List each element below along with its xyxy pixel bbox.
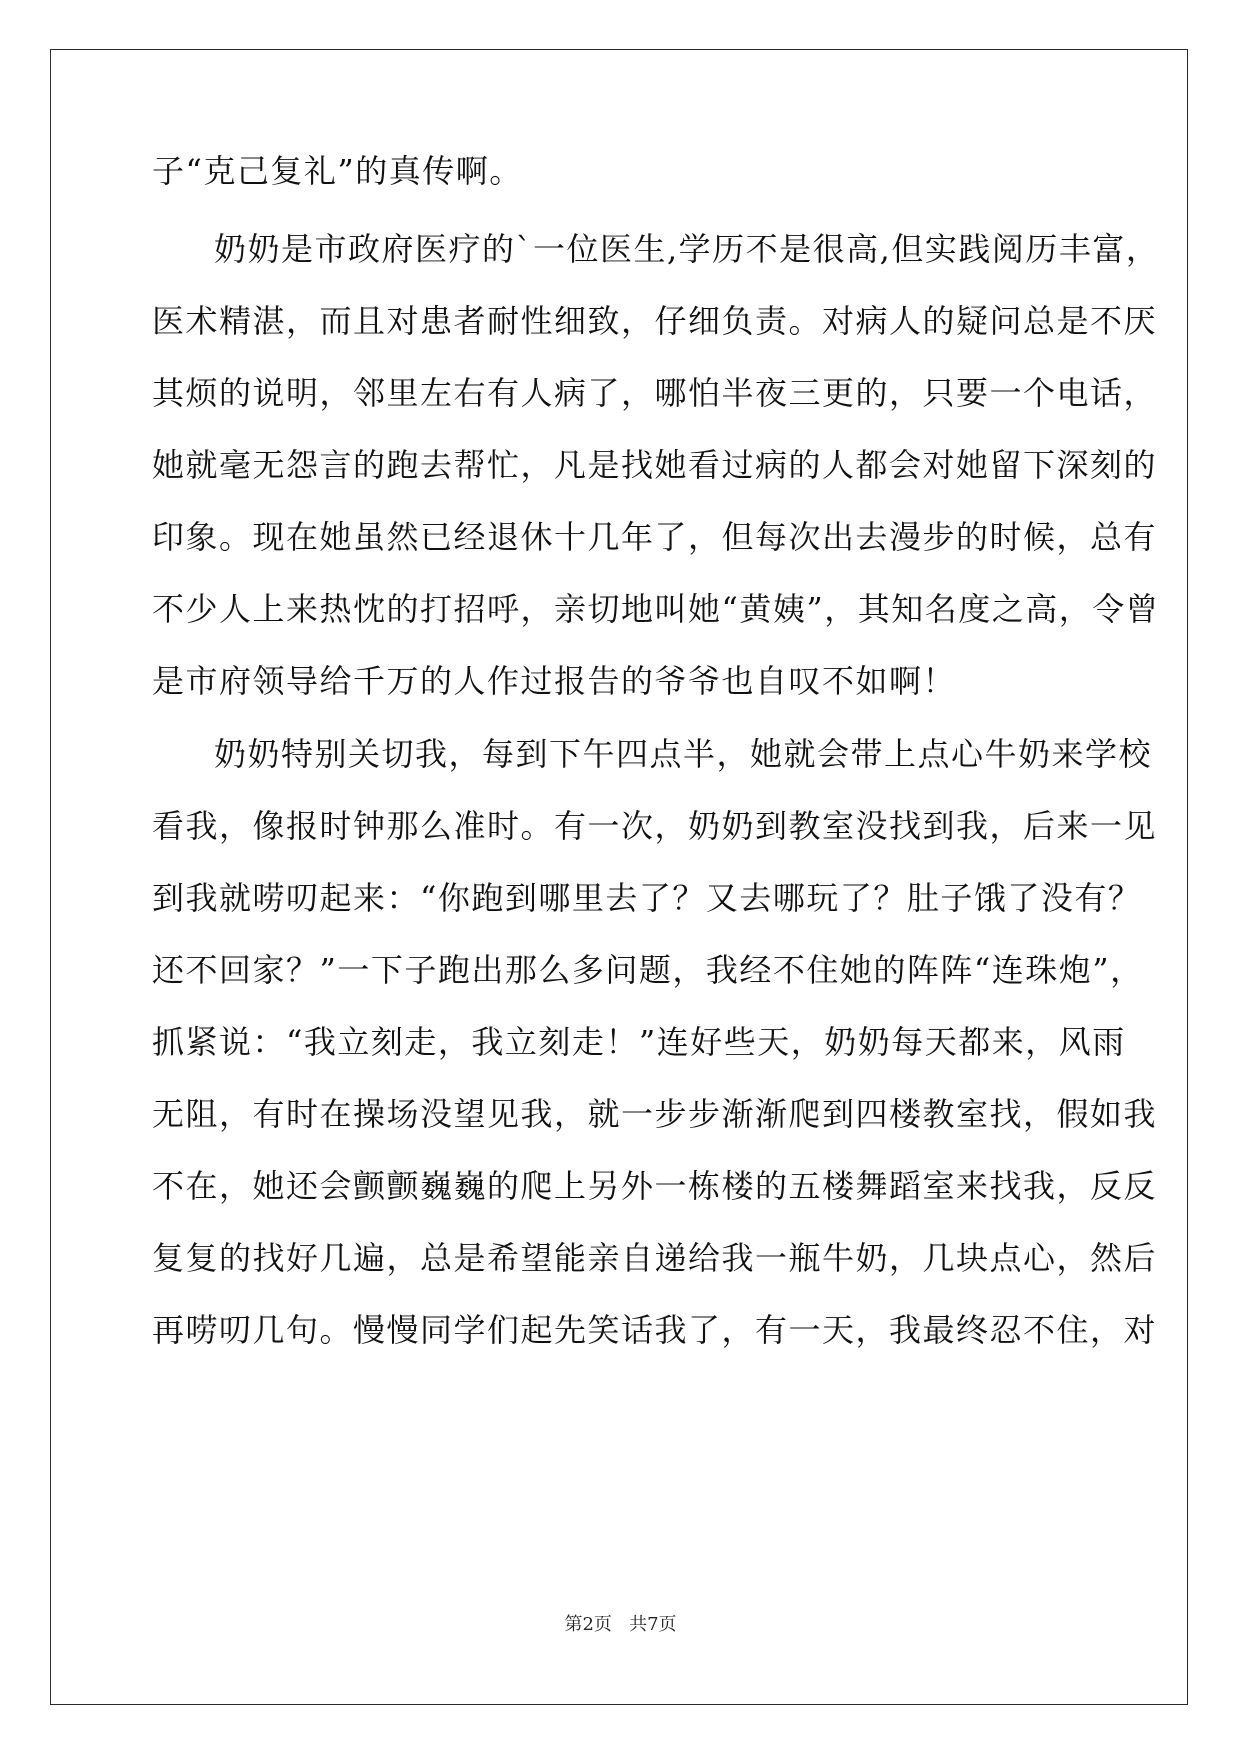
text-line: 其烦的说明，邻里左右有人病了，哪怕半夜三更的，只要一个电话， [152, 374, 1158, 412]
text-line: 抓紧说：“我立刻走，我立刻走！”连好些天，奶奶每天都来，风雨 [152, 1023, 1126, 1061]
text-line: 还不回家？”一下子跑出那么多问题，我经不住她的阵阵“连珠炮”， [152, 951, 1144, 989]
text-line: 再唠叨几句。慢慢同学们起先笑话我了，有一天，我最终忍不住，对 [152, 1311, 1158, 1349]
text-line: 她就毫无怨言的跑去帮忙，凡是找她看过病的人都会对她留下深刻的 [152, 446, 1158, 484]
paragraph-first-line: 奶奶是市政府医疗的`一位医生,学历不是很高,但实践阅历丰富， [214, 230, 1160, 268]
page-total: 共7页 [629, 1614, 677, 1635]
text-line: 是市府领导给千万的人作过报告的爷爷也自叹不如啊！ [152, 662, 957, 700]
text-line: 复复的找好几遍，总是希望能亲自递给我一瓶牛奶，几块点心，然后 [152, 1239, 1158, 1277]
paragraph-first-line: 奶奶特别关切我，每到下午四点半，她就会带上点心牛奶来学校 [214, 735, 1153, 773]
text-line: 不在，她还会颤颤巍巍的爬上另外一栋楼的五楼舞蹈室来找我，反反 [152, 1167, 1158, 1205]
page-footer [0, 1614, 1241, 1636]
page-border [50, 49, 1188, 1705]
text-line: 不少人上来热忱的打招呼，亲切地叫她“黄姨”，其知名度之高，令曾 [152, 590, 1160, 628]
text-line: 无阻，有时在操场没望见我，就一步步渐渐爬到四楼教室找，假如我 [152, 1095, 1158, 1133]
page-number: 第2页 [564, 1614, 612, 1635]
text-line: 到我就唠叨起来：“你跑到哪里去了？又去哪玩了？肚子饿了没有？ [152, 879, 1142, 917]
text-line: 医术精湛，而且对患者耐性细致，仔细负责。对病人的疑问总是不厌 [152, 302, 1158, 340]
text-line: 子“克己复礼”的真传啊。 [152, 152, 523, 190]
text-line: 印象。现在她虽然已经退休十几年了，但每次出去漫步的时候，总有 [152, 518, 1158, 556]
text-line: 看我，像报时钟那么准时。有一次，奶奶到教室没找到我，后来一见 [152, 807, 1158, 845]
